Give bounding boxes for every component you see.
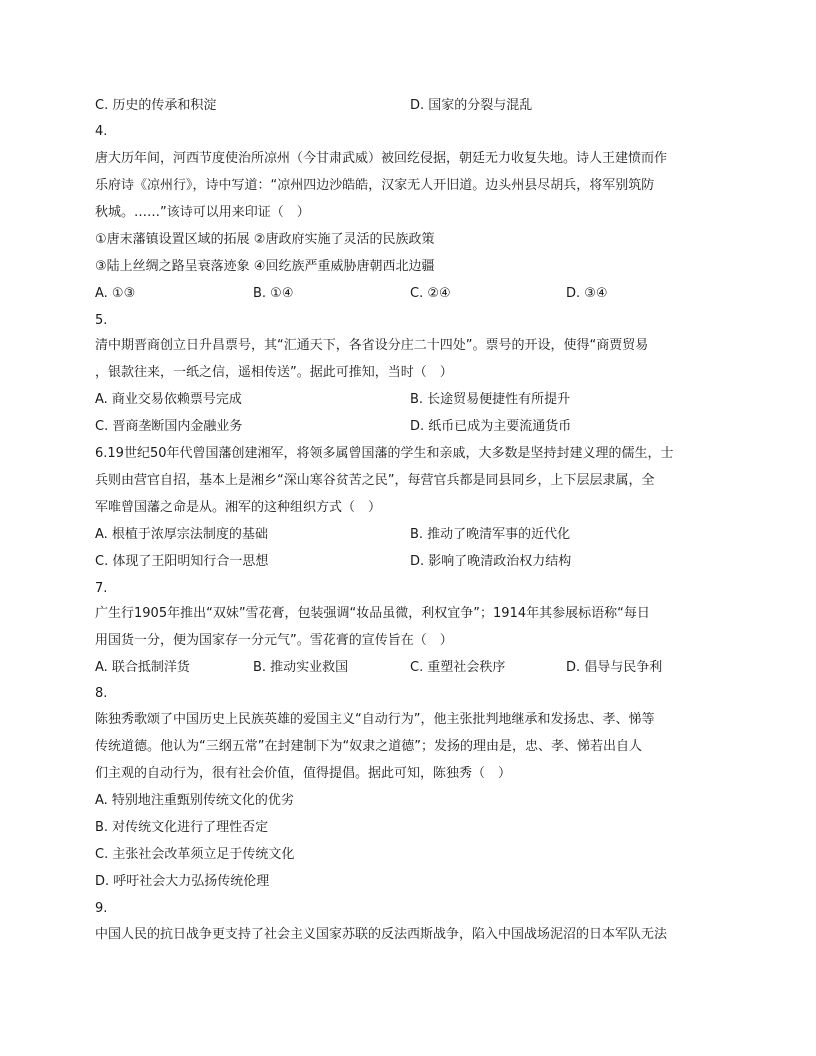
q6-stem-line-2: 兵则由营官自招，基本上是湘乡“深山寒谷贫苦之民”，每营官兵都是同县同乡，上下层层隶属，全 <box>95 473 655 488</box>
q4-option-a[interactable]: A. ①③ <box>95 286 136 301</box>
q8-option-a[interactable]: A. 特别地注重甄别传统文化的优劣 <box>95 793 294 808</box>
q4-statement-1: ①唐末藩镇设置区域的拓展 ②唐政府实施了灵活的民族政策 <box>95 232 435 247</box>
q6-option-a[interactable]: A. 根植于浓厚宗法制度的基础 <box>95 527 268 542</box>
q7-number: 7. <box>95 581 108 596</box>
q4-option-b[interactable]: B. ①④ <box>253 286 294 301</box>
q3-option-d[interactable]: D. 国家的分裂与混乱 <box>410 98 533 113</box>
q3-option-c[interactable]: C. 历史的传承和积淀 <box>95 98 217 113</box>
q5-stem-line-2: ，银款往来，一纸之信，遥相传送”。据此可推知，当时（ ） <box>95 365 453 380</box>
q8-option-b[interactable]: B. 对传统文化进行了理性否定 <box>95 820 269 835</box>
q8-number: 8. <box>95 686 108 701</box>
q7-option-d[interactable]: D. 倡导与民争利 <box>566 660 663 675</box>
q7-option-c[interactable]: C. 重塑社会秩序 <box>410 660 506 675</box>
q4-statement-2: ③陆上丝绸之路呈衰落迹象 ④回纥族严重威胁唐朝西北边疆 <box>95 259 435 274</box>
q5-option-b[interactable]: B. 长途贸易便捷性有所提升 <box>410 392 571 407</box>
q5-option-d[interactable]: D. 纸币已成为主要流通货币 <box>410 419 572 434</box>
q7-option-b[interactable]: B. 推动实业救国 <box>253 660 349 675</box>
q6-stem-line-3: 军唯曾国藩之命是从。湘军的这种组织方式（ ） <box>95 500 382 515</box>
q4-stem-line-3: 秋城。……”该诗可以用来印证（ ） <box>95 205 310 220</box>
q4-number: 4. <box>95 124 108 139</box>
q8-stem-line-2: 传统道德。他认为“三纲五常”在封建制下为“奴隶之道德”；发扬的理由是，忠、孝、悌若出自人 <box>95 739 642 754</box>
q7-option-a[interactable]: A. 联合抵制洋货 <box>95 660 190 675</box>
q9-number: 9. <box>95 901 108 916</box>
q8-stem-line-1: 陈独秀歌颂了中国历史上民族英雄的爱国主义“自动行为”，他主张批判地继承和发扬忠、孝、悌等 <box>95 712 655 727</box>
q9-stem-line-1: 中国人民的抗日战争更支持了社会主义国家苏联的反法西斯战争，陷入中国战场泥沼的日本军队无法 <box>95 927 668 942</box>
q6-option-b[interactable]: B. 推动了晚清军事的近代化 <box>410 527 571 542</box>
q7-stem-line-2: 用国货一分，便为国家存一分元气”。雪花膏的宣传旨在（ ） <box>95 633 453 648</box>
q5-number: 5. <box>95 313 108 328</box>
q4-option-c[interactable]: C. ②④ <box>410 286 451 301</box>
q6-option-d[interactable]: D. 影响了晚清政治权力结构 <box>410 554 572 569</box>
q6-option-c[interactable]: C. 体现了王阳明知行合一思想 <box>95 554 269 569</box>
q6-stem-line-1: 6.19世纪50年代曾国藩创建湘军，将领多属曾国藩的学生和亲戚，大多数是坚持封建义理的儒生，士 <box>95 446 674 461</box>
q5-option-c[interactable]: C. 晋商垄断国内金融业务 <box>95 419 243 434</box>
q7-stem-line-1: 广生行1905年推出“双妹”雪花膏，包装强调“妆品虽微，利权宜争”；1914年其参展标语称“每日 <box>95 606 650 621</box>
q8-option-d[interactable]: D. 呼吁社会大力弘扬传统伦理 <box>95 874 270 889</box>
q4-stem-line-2: 乐府诗《凉州行》，诗中写道：“凉州四边沙皓皓，汉家无人开旧道。边头州县尽胡兵，将军别筑防 <box>95 178 655 193</box>
q8-stem-line-3: 们主观的自动行为，很有社会价值，值得提倡。据此可知，陈独秀（ ） <box>95 766 512 781</box>
q8-option-c[interactable]: C. 主张社会改革须立足于传统文化 <box>95 847 295 862</box>
q5-option-a[interactable]: A. 商业交易依赖票号完成 <box>95 392 242 407</box>
q4-option-d[interactable]: D. ③④ <box>566 286 608 301</box>
q5-stem-line-1: 清中期晋商创立日升昌票号，其“汇通天下，各省设分庄二十四处”。票号的开设，使得“商贾贸易 <box>95 338 649 353</box>
q4-stem-line-1: 唐大历年间，河西节度使治所凉州（今甘肃武威）被回纥侵据，朝廷无力收复失地。诗人王建愤而作 <box>95 151 668 166</box>
